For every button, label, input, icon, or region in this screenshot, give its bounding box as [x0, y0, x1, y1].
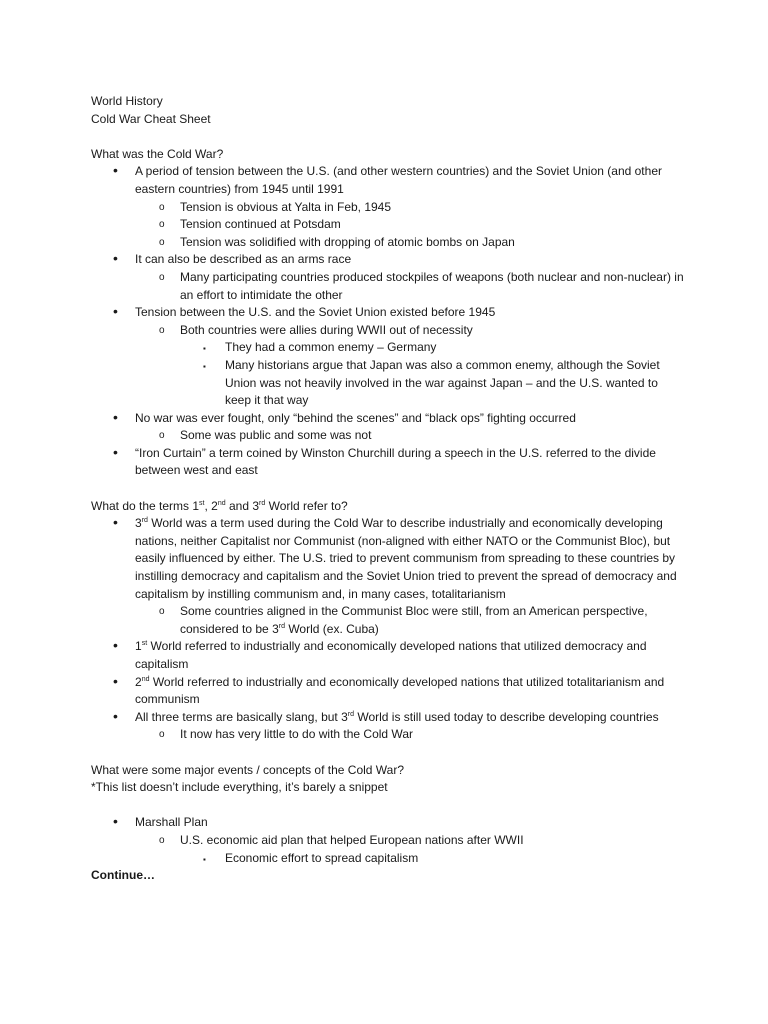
section-heading: What was the Cold War?: [91, 146, 224, 161]
document-subtitle: Cold War Cheat Sheet: [91, 111, 211, 126]
continue-label: Continue…: [91, 868, 155, 883]
list-item: ▪ Many historians argue that Japan was also a common enemy, although the Soviet Union was not heavily involved in the war against Japan – and the U.S. wanted to keep it that way: [203, 357, 660, 408]
list-item: o Tension is obvious at Yalta in Feb, 1945: [91, 199, 686, 217]
list-item: • 2nd World referred to industrially and economically developed nations that utilized totalitarianism and communism: [113, 672, 665, 707]
note-text: *This list doesn’t include everything, it’s barely a snippet: [91, 780, 388, 795]
circle-marker: o: [159, 324, 165, 336]
document-page: [91, 93, 686, 885]
list-item: • Marshall Plan: [113, 813, 208, 830]
circle-marker: o: [159, 430, 165, 442]
bullet-marker: •: [113, 672, 118, 689]
document-title: World History: [91, 94, 163, 108]
bullet-marker: •: [113, 162, 118, 179]
section-heading: What were some major events / concepts of the Cold War?: [91, 762, 405, 777]
bullet-marker: •: [113, 408, 118, 425]
bullet-marker: •: [113, 514, 118, 531]
list-item: • All three terms are basically slang, but 3rd World is still used today to describe developing countries: [113, 707, 659, 724]
list-item: • It can also be described as an arms race: [113, 250, 352, 267]
list-item: • No war was ever fought, only “behind the scenes” and “black ops” fighting occurred: [113, 408, 576, 425]
list-item: • A period of tension between the U.S. (and other western countries) and the Soviet Union (and other eastern countries) from 1945 until 1991: [113, 162, 662, 196]
list-item: o Some countries aligned in the Communist Bloc were still, from an American perspective, considered to be 3rd World (ex. Cuba): [159, 604, 648, 636]
list-item: o Tension was solidified with dropping of atomic bombs on Japan: [91, 234, 686, 252]
circle-marker: o: [159, 271, 165, 283]
circle-marker: o: [159, 834, 165, 846]
list-item: • 1st World referred to industrially and economically developed nations that utilized democracy and capitalism: [113, 637, 647, 671]
list-item: ▪ They had a common enemy – Germany: [91, 339, 686, 357]
section-heading: What do the terms 1st, 2nd and 3rd World refer to?: [91, 498, 348, 513]
square-marker: ▪: [203, 344, 206, 354]
bullet-marker: •: [113, 813, 118, 830]
list-item: • “Iron Curtain” a term coined by Winston Churchill during a speech in the U.S. referred to the divide between west and east: [113, 443, 656, 478]
list-item: o Some was public and some was not: [91, 427, 686, 445]
circle-marker: o: [159, 219, 165, 231]
square-marker: ▪: [203, 361, 206, 371]
list-item: • Tension between the U.S. and the Soviet Union existed before 1945: [113, 303, 496, 320]
list-item: ▪ Economic effort to spread capitalism: [91, 850, 686, 868]
circle-marker: o: [159, 729, 165, 741]
bullet-marker: •: [113, 303, 118, 320]
bullet-marker: •: [113, 707, 118, 724]
bullet-marker: •: [113, 443, 118, 460]
circle-marker: o: [159, 201, 165, 213]
bullet-marker: •: [113, 637, 118, 654]
circle-marker: o: [159, 606, 165, 618]
list-item: • 3rd World was a term used during the Cold War to describe industrially and economically developing nations, neither Capitalist nor Communist (non-aligned with either NATO or the Communist Bloc), but easily influenced by either. The U.S. tried to prevent communism from spreading to these countries by instilling democracy and capitalism and the Soviet Union tried to prevent the spread of democracy and capitalism by instilling communism and, in many cases, totalitarianism: [113, 514, 677, 601]
list-item: o It now has very little to do with the Cold War: [91, 726, 686, 744]
list-item: o Many participating countries produced stockpiles of weapons (both nuclear and non-nuclear) in an effort to intimidate the other: [159, 269, 684, 302]
circle-marker: o: [159, 236, 165, 248]
list-item: o U.S. economic aid plan that helped European nations after WWII: [91, 832, 686, 850]
bullet-marker: •: [113, 250, 118, 267]
list-item: o Both countries were allies during WWII out of necessity: [91, 322, 686, 340]
square-marker: ▪: [203, 854, 206, 864]
list-item: o Tension continued at Potsdam: [91, 216, 686, 234]
